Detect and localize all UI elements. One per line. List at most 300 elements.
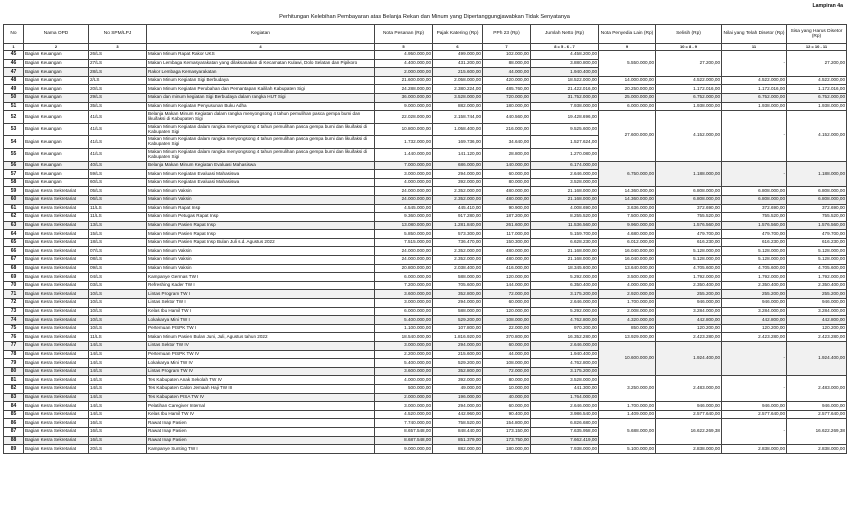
cell-spm: 14/LS [89,384,147,393]
cell-keg: Lintas Sektor TW I [147,299,375,308]
cell-no: 84 [4,402,24,411]
cell-pajak: 917.280,00 [433,213,483,222]
cell-nota: 22.028.000,00 [375,111,433,124]
cell-no: 70 [4,281,24,290]
cell-nota: 5.850.000,00 [375,230,433,239]
cell-keg: Kelas Ibu Hamil TW I [147,307,375,316]
cell-spm: 14/LS [89,393,147,402]
cell-spm: 41/LS [89,111,147,124]
cell-pph: 480.000,00 [483,247,531,256]
cell-opd: Bagian Kesra Sekretariat [24,402,89,411]
cell-selisih: 442.800,00 [656,316,722,325]
cell-spm: 40/LS [89,161,147,170]
cell-netto: 4.762.800,00 [531,359,599,368]
cell-sisa: 6.808.000,00 [787,195,847,204]
cell-nota: 21.600.000,00 [375,76,433,85]
cell-keg: Lintas Program TW I [147,290,375,299]
cell-nota: 4.545.000,00 [375,204,433,213]
table-row [4,187,847,196]
cell-opd: Bagian Kesra Sekretariat [24,299,89,308]
cell-disetor: 1.576.560,00 [722,221,787,230]
cell-pph: 80.000,00 [483,178,531,187]
cell-sisa: 1.188.000,00 [787,161,847,187]
cell-sisa: 5.128.000,00 [787,256,847,265]
cell-opd: Bagian Kesra Sekretariat [24,273,89,282]
cell-pph: 485.760,00 [483,85,531,94]
cell-opd: Bagian Kesra Sekretariat [24,195,89,204]
table-row [4,316,847,325]
cell-netto: 7.938.000,00 [531,445,599,454]
cell-pajak: 294.000,00 [433,299,483,308]
cell-no: 80 [4,367,24,376]
column-header: No [4,25,24,44]
cell-selisih: 6.752.000,00 [656,93,722,102]
cell-opd: Bagian Kesra Sekretariat [24,376,89,385]
cell-lain: 1.409.000,00 [599,410,656,419]
cell-sisa: 255.200,00 [787,290,847,299]
cell-pph: 10.000,00 [483,384,531,393]
cell-netto: 3.880.800,00 [531,59,599,68]
cell-pph: 440.560,00 [483,111,531,124]
cell-spm: 14/LS [89,376,147,385]
column-index: 6 [433,44,483,51]
cell-lain: 4.680.000,00 [599,230,656,239]
column-header: Kegiatan [147,25,375,44]
cell-netto: 31.752.000,00 [531,93,599,102]
cell-sisa: 4.522.000,00 [787,76,847,85]
cell-disetor: 946.000,00 [722,299,787,308]
cell-opd: Bagian Kesra Sekretariat [24,427,89,436]
cell-lain: 5.100.000,00 [599,445,656,454]
cell-opd: Bagian Kesra Sekretariat [24,436,89,445]
cell-pph: 102.000,00 [483,51,531,60]
cell-no: 63 [4,221,24,230]
cell-opd: Bagian Kesra Sekretariat [24,359,89,368]
cell-selisih: 2.838.000,00 [656,445,722,454]
cell-lain: 5.550.000,00 [599,51,656,77]
column-index: 9 [599,44,656,51]
cell-keg: Tes Kabupaten Calon Jemaah Haji TW III [147,384,375,393]
cell-pajak: 442.960,00 [433,410,483,419]
cell-pph: 216.000,00 [483,123,531,136]
cell-keg: Rawat Inap Pasien [147,436,375,445]
cell-netto: 3.175.200,00 [531,290,599,299]
cell-keg: Belanja Makan Minum Kegiatan Evaluasi Mahasiswa [147,161,375,170]
cell-nota: 6.000.000,00 [375,273,433,282]
cell-nota: 5.400.000,00 [375,359,433,368]
cell-pajak: 736.470,00 [433,238,483,247]
cell-opd: Bagian Keuangan [24,76,89,85]
cell-opd: Bagian Kesra Sekretariat [24,419,89,428]
cell-no: 73 [4,307,24,316]
cell-keg: Makan Minum Kegiatan dalam rangka menyongsong 4 tahun pemulihan pasca gempa bumi dan likuifaksi di Kabupaten Sigi [147,123,375,136]
cell-lain: 13.640.000,00 [599,264,656,273]
cell-spm: 20/LS [89,85,147,94]
cell-pajak: 431.200,00 [433,59,483,68]
cell-keg: Tes Kabupaten Anak Sekolah TW IV [147,376,375,385]
table-row [4,307,847,316]
cell-netto: 5.159.700,00 [531,230,599,239]
cell-sisa: 1.938.000,00 [787,102,847,111]
cell-sisa: 479.700,00 [787,230,847,239]
cell-selisih: 4.152.000,00 [656,111,722,161]
table-row [4,256,847,265]
column-header: Nota Pesanan (Rp) [375,25,433,44]
table-row [4,238,847,247]
cell-pajak: 573.300,00 [433,230,483,239]
cell-netto: 8.255.520,00 [531,213,599,222]
cell-opd: Bagian Keuangan [24,93,89,102]
cell-netto: 21.168.000,00 [531,256,599,265]
cell-keg: Kampanye Germas TW I [147,273,375,282]
cell-selisih: 946.000,00 [656,299,722,308]
cell-sisa: 2.577.640,00 [787,410,847,419]
cell-spm: 14/LS [89,359,147,368]
cell-spm: 10/LS [89,324,147,333]
cell-spm: 15/LS [89,230,147,239]
cell-netto: 2.646.000,00 [531,342,599,351]
cell-sisa: 946.000,00 [787,402,847,411]
cell-pajak: 1.281.840,00 [433,221,483,230]
cell-spm: 27/LS [89,59,147,68]
cell-keg: Makan Minum Kegiatan Evaluasi Mahasiswa [147,178,375,187]
cell-pajak: 1.058.400,00 [433,123,483,136]
table-row [4,410,847,419]
cell-sisa: 5.128.000,00 [787,247,847,256]
cell-pph: 90.400,00 [483,410,531,419]
cell-selisih: 1.172.016,00 [656,85,722,94]
cell-sisa: 6.808.000,00 [787,187,847,196]
cell-opd: Bagian Kesra Sekretariat [24,324,89,333]
cell-disetor: 372.690,00 [722,204,787,213]
cell-selisih: 255.200,00 [656,290,722,299]
cell-no: 47 [4,68,24,77]
cell-nota: 24.000.000,00 [375,256,433,265]
cell-keg: Lintas Program TW IV [147,367,375,376]
cell-opd: Bagian Kesra Sekretariat [24,316,89,325]
column-header: No SPM/LPJ [89,25,147,44]
cell-spm: 14/LS [89,342,147,351]
table-row [4,102,847,111]
cell-pajak: 758.520,00 [433,419,483,428]
cell-disetor: - [722,376,787,402]
cell-selisih: 4.705.600,00 [656,264,722,273]
cell-selisih: 479.700,00 [656,230,722,239]
cell-pph: 173.150,00 [483,427,531,436]
cell-keg: Makan Lembaga Kemasyarakatan yang dilaksanakan di Kecamatan Kulawi, Dolo Selatan dan Pipikoro [147,59,375,68]
cell-nota: 4.520.000,00 [375,410,433,419]
cell-lain: 14.360.000,00 [599,195,656,204]
cell-netto: 11.536.560,00 [531,221,599,230]
cell-selisih: 1.188.000,00 [656,161,722,187]
cell-keg: Makan Minum Vaksin [147,264,375,273]
cell-lain: 850.000,00 [599,324,656,333]
cell-sisa: 16.622.269,38 [787,419,847,445]
cell-nota: 24.000.000,00 [375,195,433,204]
table-row [4,213,847,222]
cell-keg: Belanja Makan Minum Kegiatan dalam rangka menyongsong 4 tahun pemulihan pasca gempa bumi dan likuifaksi di Kabupaten Sigi [147,111,375,124]
cell-netto: 3.986.540,00 [531,410,599,419]
cell-netto: 6.628.230,00 [531,238,599,247]
cell-lain: 9.960.000,00 [599,221,656,230]
cell-disetor: 442.800,00 [722,316,787,325]
cell-disetor: 946.000,00 [722,402,787,411]
cell-pajak: 1.816.920,00 [433,333,483,342]
cell-lain: 16.040.000,00 [599,247,656,256]
cell-spm: 28/LS [89,68,147,77]
table-row [4,290,847,299]
cell-keg: Makan Minum Rapat Rakor UKS [147,51,375,60]
cell-nota: 9.000.000,00 [375,445,433,454]
cell-pajak: 529.200,00 [433,359,483,368]
cell-pajak: 49.000,00 [433,384,483,393]
cell-opd: Bagian Kesra Sekretariat [24,187,89,196]
cell-pajak: 848.440,00 [433,427,483,436]
cell-no: 78 [4,350,24,359]
cell-spm: 29/LS [89,93,147,102]
table-row [4,161,847,170]
table-row [4,195,847,204]
cell-opd: Bagian Keuangan [24,170,89,179]
cell-lain: 3.500.000,00 [599,273,656,282]
cell-nota: 24.000.000,00 [375,247,433,256]
cell-disetor: 5.128.000,00 [722,256,787,265]
cell-spm: 20/LS [89,445,147,454]
cell-nota: 500.000,00 [375,384,433,393]
cell-lain: 1.700.000,00 [599,299,656,308]
cell-no: 76 [4,333,24,342]
cell-netto: 3.528.000,00 [531,376,599,385]
cell-selisih: 1.938.000,00 [656,102,722,111]
cell-no: 64 [4,230,24,239]
cell-netto: 1.270.080,00 [531,148,599,161]
cell-opd: Bagian Keuangan [24,111,89,124]
cell-selisih: 5.128.000,00 [656,256,722,265]
cell-lain: 2.920.000,00 [599,290,656,299]
cell-sisa: 3.284.000,00 [787,307,847,316]
cell-netto: 2.646.000,00 [531,402,599,411]
cell-disetor: 4.522.000,00 [722,76,787,85]
cell-disetor: 2.838.000,00 [722,445,787,454]
column-index: 4 [147,44,375,51]
table-row [4,445,847,454]
cell-netto: 9.525.600,00 [531,123,599,136]
cell-pajak: 882.000,00 [433,102,483,111]
cell-lain: 1.700.000,00 [599,402,656,411]
cell-disetor: - [722,419,787,445]
table-row [4,221,847,230]
cell-pph: 60.000,00 [483,299,531,308]
cell-nota: 9.360.000,00 [375,213,433,222]
cell-keg: Rawat Inap Pasien [147,419,375,428]
cell-opd: Bagian Kesra Sekretariat [24,307,89,316]
cell-nota: 18.540.000,00 [375,333,433,342]
cell-selisih: 27.200,00 [656,51,722,77]
cell-opd: Bagian Kesra Sekretariat [24,290,89,299]
cell-pph: 80.000,00 [483,376,531,385]
cell-selisih: 3.284.000,00 [656,307,722,316]
table-row [4,342,847,351]
cell-spm: 16/LS [89,419,147,428]
cell-disetor: 6.808.000,00 [722,187,787,196]
cell-lain: 25.000.000,00 [599,93,656,102]
cell-keg: Rakor Lembaga Kemasyarakatan [147,68,375,77]
cell-netto: 1.764.000,00 [531,393,599,402]
cell-spm: 16/LS [89,436,147,445]
cell-nota: 1.732.000,00 [375,136,433,149]
cell-pph: 150.300,00 [483,238,531,247]
table-row [4,204,847,213]
cell-sisa: 1.924.400,00 [787,342,847,376]
cell-nota: 9.000.000,00 [375,102,433,111]
cell-nota: 36.000.000,00 [375,93,433,102]
cell-nota: 7.515.000,00 [375,238,433,247]
cell-no: 65 [4,238,24,247]
cell-netto: 1.940.400,00 [531,68,599,77]
cell-no: 50 [4,93,24,102]
cell-opd: Bagian Keuangan [24,85,89,94]
cell-pph: 44.000,00 [483,68,531,77]
overpayment-table [3,24,847,454]
table-row [4,273,847,282]
table-row [4,85,847,94]
column-header: Jumlah Netto (Rp) [531,25,599,44]
cell-opd: Bagian Kesra Sekretariat [24,238,89,247]
cell-spm: 09/LS [89,264,147,273]
cell-no: 77 [4,342,24,351]
cell-spm: 10/LS [89,316,147,325]
cell-opd: Bagian Keuangan [24,161,89,170]
cell-nota: 8.687.548,00 [375,436,433,445]
cell-keg: Makan Minum Vaksin [147,247,375,256]
cell-netto: 2.646.000,00 [531,170,599,179]
cell-disetor: 6.752.000,00 [722,93,787,102]
cell-selisih: 616.230,00 [656,238,722,247]
cell-disetor: 755.520,00 [722,213,787,222]
cell-nota: 3.000.000,00 [375,342,433,351]
cell-nota: 3.600.000,00 [375,367,433,376]
cell-keg: Makan Minum Petugas Rapat Insp [147,213,375,222]
column-header: Sisa yang Harus Disetor (Rp) [787,25,847,44]
cell-pajak: 499.000,00 [433,51,483,60]
cell-spm: 18/LS [89,238,147,247]
cell-netto: 5.292.000,00 [531,273,599,282]
cell-opd: Bagian Keuangan [24,123,89,136]
cell-no: 60 [4,195,24,204]
cell-spm: 11/LS [89,333,147,342]
cell-opd: Bagian Kesra Sekretariat [24,281,89,290]
cell-pajak: 529.200,00 [433,316,483,325]
table-row [4,76,847,85]
cell-selisih: 6.808.000,00 [656,187,722,196]
cell-nota: 7.200.000,00 [375,281,433,290]
cell-disetor: - [722,161,787,187]
cell-keg: Pelatihan Caregiver Internal [147,402,375,411]
cell-pph: 120.000,00 [483,273,531,282]
table-row [4,93,847,102]
cell-spm: 13/LS [89,221,147,230]
cell-keg: Pertemuan PISPK TW IV [147,350,375,359]
cell-keg: Makan Minum Vaksin [147,187,375,196]
cell-keg: Tes Kabupaten PISA TW IV [147,393,375,402]
cell-keg: Lokakarya Mini TW IV [147,359,375,368]
cell-no: 49 [4,85,24,94]
column-index: 11 [722,44,787,51]
cell-spm: 35/LS [89,102,147,111]
cell-nota: 4.400.000,00 [375,59,433,68]
cell-selisih: 16.622.269,38 [656,419,722,445]
cell-selisih: 6.808.000,00 [656,195,722,204]
cell-pajak: 2.352.000,00 [433,195,483,204]
cell-spm: 41/LS [89,148,147,161]
cell-netto: 4.458.200,00 [531,51,599,60]
cell-spm: 05/LS [89,187,147,196]
cell-spm: 07/LS [89,247,147,256]
cell-netto: 4.008.690,00 [531,204,599,213]
cell-spm: 10/LS [89,307,147,316]
column-header: Nama OPD [24,25,89,44]
cell-no: 79 [4,359,24,368]
cell-keg: Lintas Sektor TW IV [147,342,375,351]
cell-netto: 441.300,00 [531,384,599,393]
cell-nota: 20.800.000,00 [375,264,433,273]
cell-netto: 3.528.000,00 [531,178,599,187]
cell-pph: 108.000,00 [483,316,531,325]
cell-pajak: 2.058.000,00 [433,76,483,85]
cell-no: 66 [4,247,24,256]
cell-netto: 18.345.600,00 [531,264,599,273]
cell-sisa: 946.000,00 [787,299,847,308]
cell-disetor: 4.705.600,00 [722,264,787,273]
cell-netto: 5.292.000,00 [531,307,599,316]
cell-opd: Bagian Kesra Sekretariat [24,264,89,273]
cell-pajak: 2.158.744,00 [433,111,483,124]
cell-netto: 21.168.000,00 [531,187,599,196]
cell-keg: Makan Minum Vaksin [147,256,375,265]
cell-sisa: 120.200,00 [787,324,847,333]
cell-keg: Kelas Ibu Hamil TW IV [147,410,375,419]
cell-opd: Bagian Kesra Sekretariat [24,213,89,222]
cell-lain: 20.250.000,00 [599,85,656,94]
cell-sisa: 2.483.000,00 [787,376,847,402]
cell-pph: 154.800,00 [483,419,531,428]
cell-lain: 5.688.000,00 [599,419,656,445]
cell-spm: 08/LS [89,256,147,265]
cell-pph: 40.000,00 [483,393,531,402]
cell-keg: Makan Minum Pasien Rapat Insp [147,221,375,230]
cell-pajak: 588.000,00 [433,307,483,316]
cell-nota: 2.200.000,00 [375,350,433,359]
cell-netto: 18.522.000,00 [531,76,599,85]
cell-disetor: 616.230,00 [722,238,787,247]
cell-pph: 120.000,00 [483,307,531,316]
cell-pajak: 2.352.000,00 [433,187,483,196]
column-index: 8 = 5 - 6 - 7 [531,44,599,51]
cell-disetor: 2.577.640,00 [722,410,787,419]
cell-nota: 4.950.000,00 [375,51,433,60]
attachment-label: Lampiran 4a [812,3,843,9]
cell-no: 89 [4,445,24,454]
cell-pajak: 2.352.000,00 [433,256,483,265]
cell-no: 54 [4,136,24,149]
cell-no: 83 [4,393,24,402]
cell-no: 48 [4,76,24,85]
cell-netto: 21.422.016,00 [531,85,599,94]
cell-nota: 7.740.000,00 [375,419,433,428]
cell-pph: 480.000,00 [483,195,531,204]
cell-pph: 44.000,00 [483,350,531,359]
cell-lain: 2.008.000,00 [599,307,656,316]
